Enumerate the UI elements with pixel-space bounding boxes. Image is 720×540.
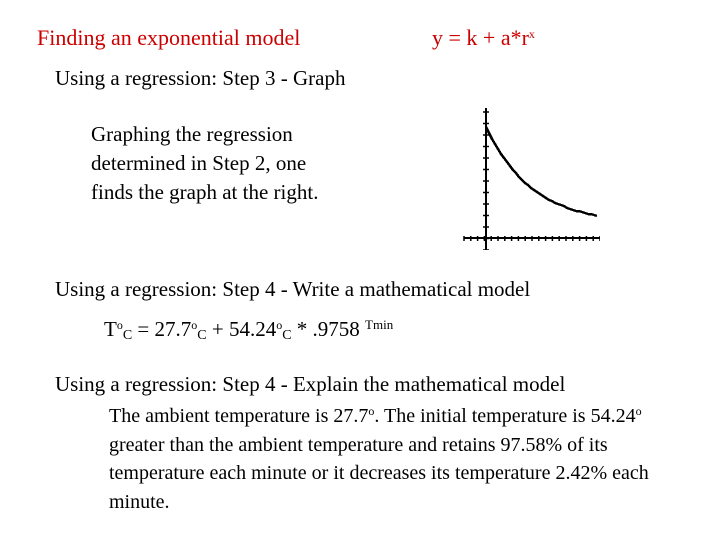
degree-symbol: o: [116, 318, 123, 332]
explanation-part-1: The ambient temperature is 27.7: [109, 405, 369, 427]
model-exponent: Tmin: [365, 317, 394, 332]
step4-model-heading: Using a regression: Step 4 - Write a mathematical model: [55, 277, 531, 301]
model-part-3: * .9758: [291, 317, 366, 341]
model-part-1: = 27.7: [132, 317, 192, 341]
step3-text: Graphing the regression determined in Step 2, one finds the graph at the right.: [91, 122, 319, 204]
explanation-text: [109, 397, 689, 516]
model-unit-3: C: [282, 328, 292, 343]
degree-symbol: o: [368, 404, 375, 418]
formula-exponent: x: [528, 27, 535, 41]
regression-curve: [486, 127, 597, 216]
model-equation: [104, 317, 393, 344]
model-unit-2: C: [197, 328, 207, 343]
formula-base: y = k + a*r: [432, 25, 529, 50]
explanation-part-2: . The initial temperature is 54.24: [374, 405, 636, 427]
step4-explain-heading: Using a regression: Step 4 - Explain the mathematical model: [55, 372, 566, 396]
regression-graph: [450, 108, 600, 250]
formula: [432, 25, 535, 51]
graph-curve: [486, 127, 597, 216]
degree-symbol: o: [276, 318, 283, 332]
slide-title: Finding an exponential model: [37, 25, 301, 50]
model-T: T: [104, 317, 117, 341]
explanation-part-3: greater than the ambient temperature and retains 97.58% of its temperature each minute or it decreases its temperature 2.42% each minute.: [109, 433, 649, 513]
degree-symbol: o: [191, 318, 198, 332]
degree-symbol: o: [635, 404, 642, 418]
model-unit-1: C: [122, 328, 133, 343]
graph-axes: [464, 108, 600, 250]
model-part-2: + 54.24: [206, 317, 277, 341]
step3-heading: Using a regression: Step 3 - Graph: [55, 66, 346, 90]
